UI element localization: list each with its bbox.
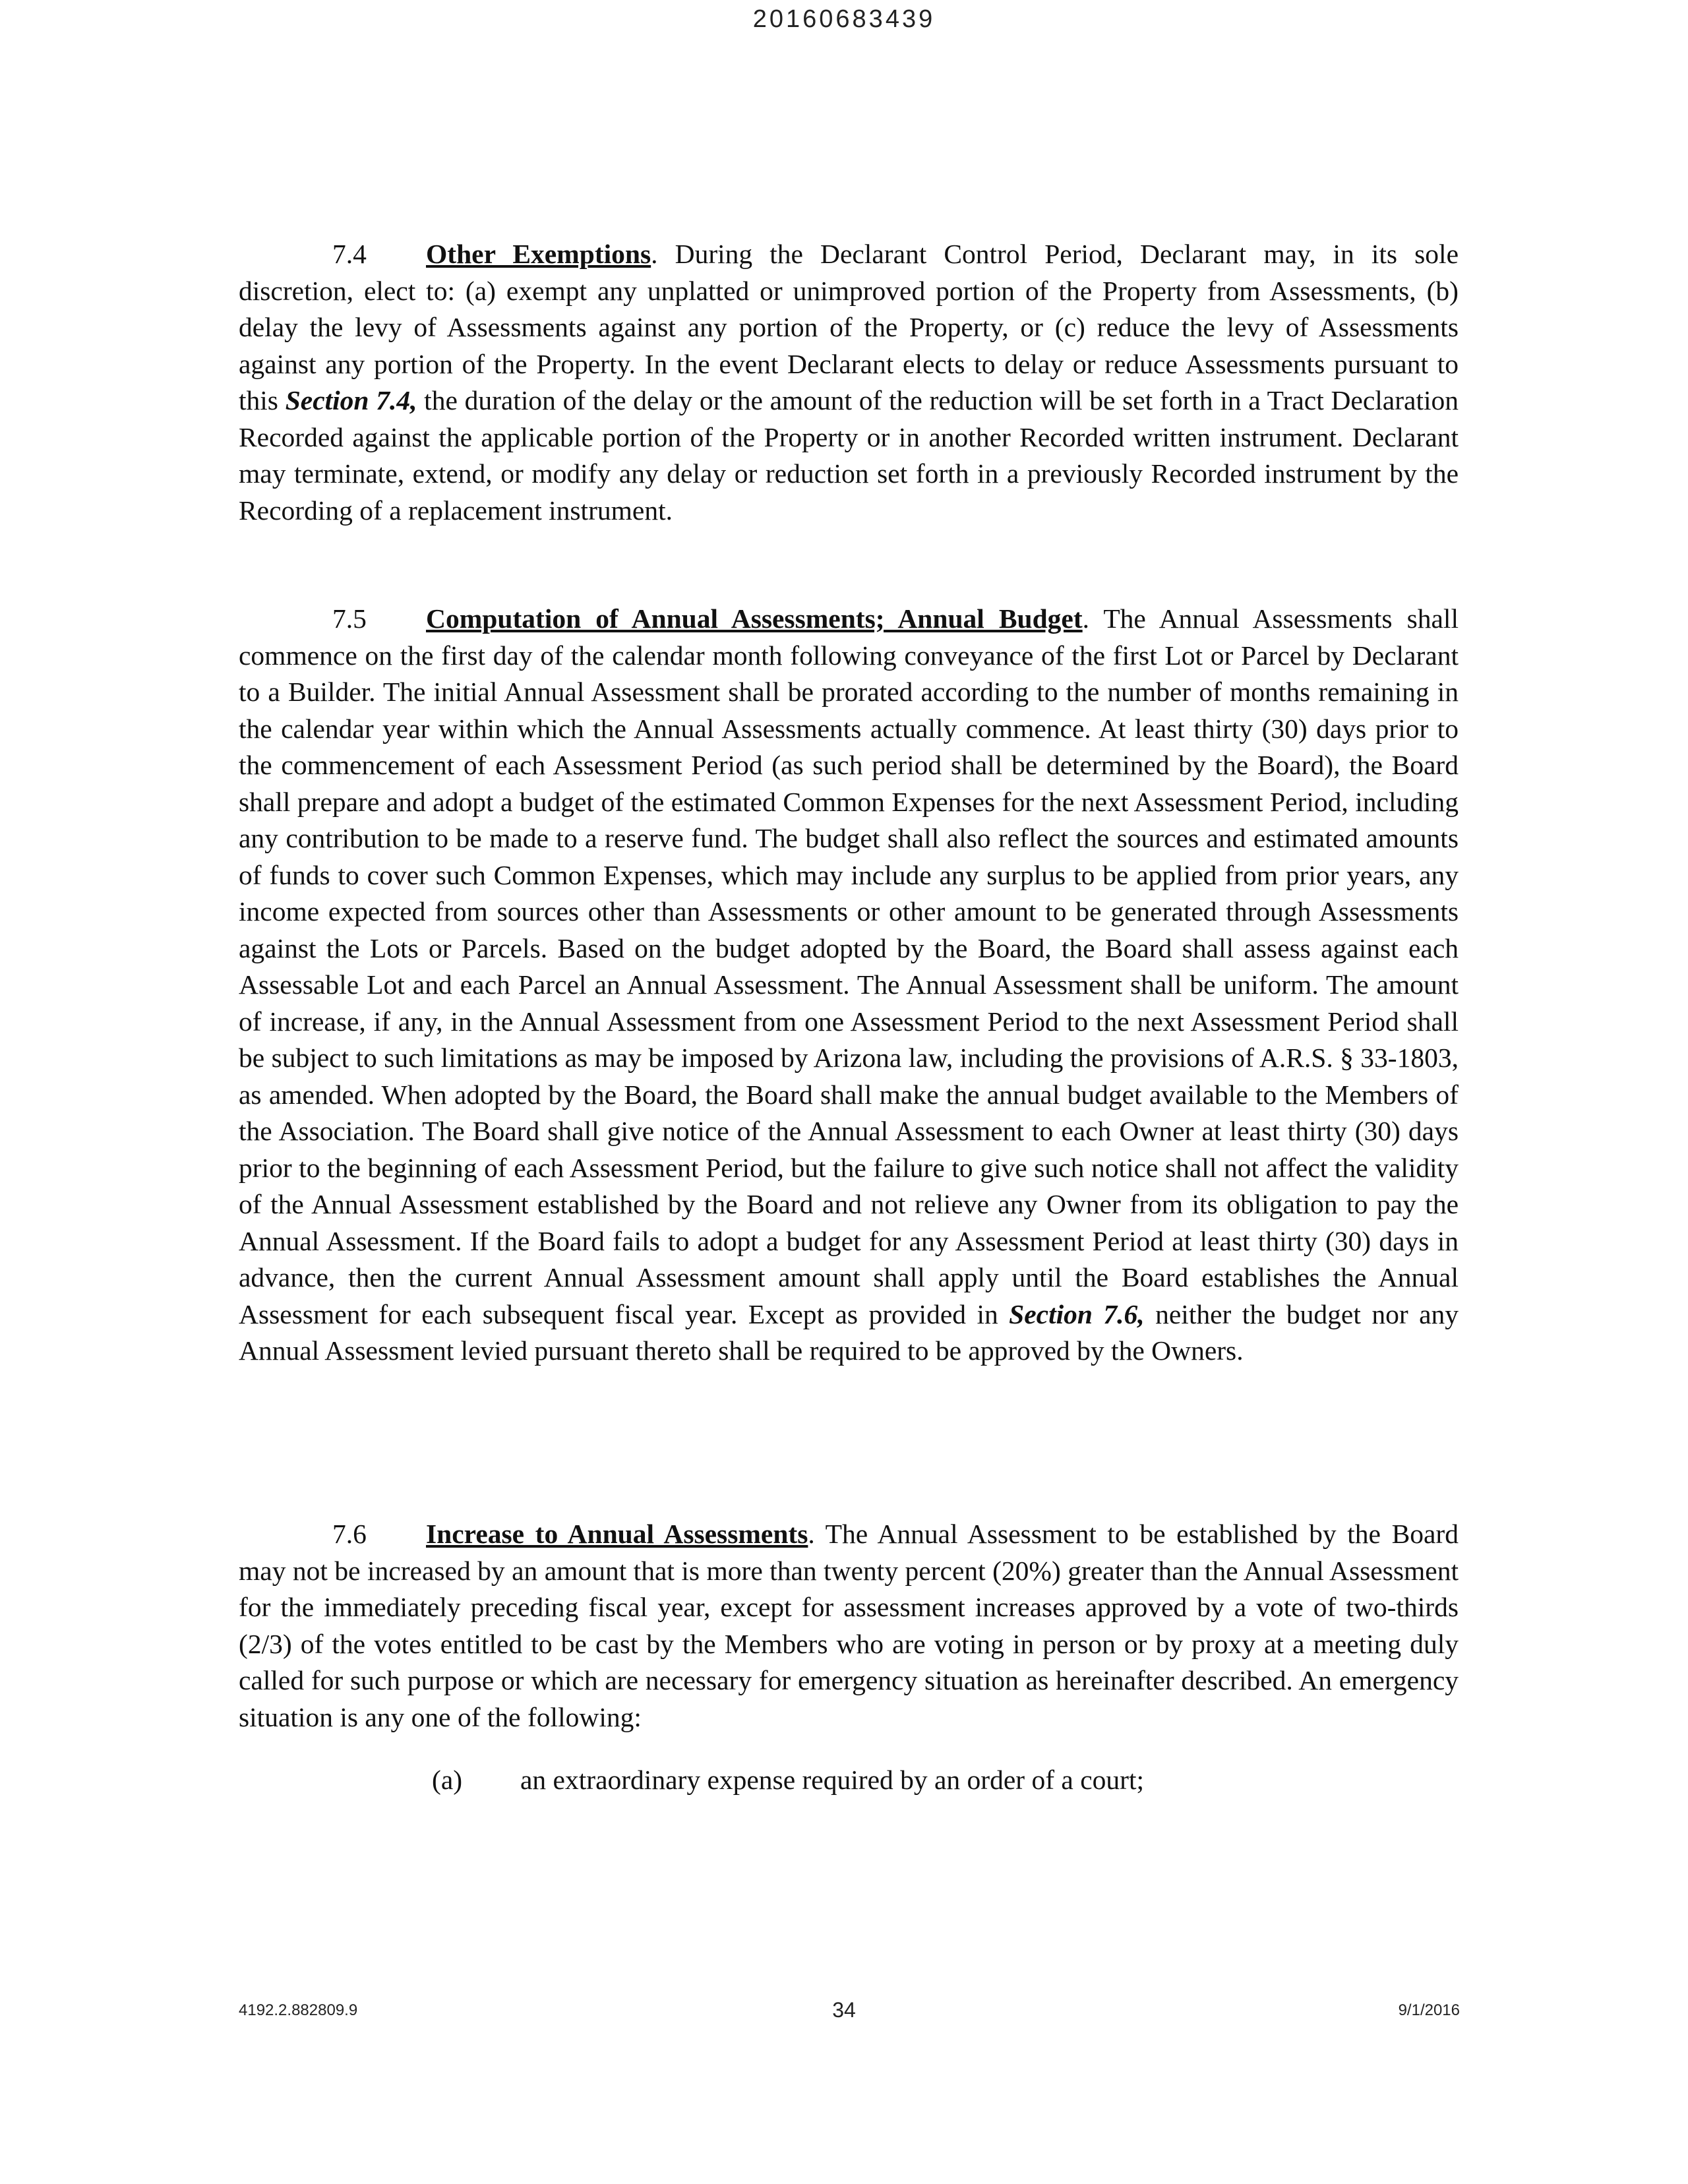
section-text: . During the Declarant Control Period, Declarant may, in its sole discretion, elect to: (a) exempt any unplatted or unimproved portion of the Property from Assessments, (b) delay the levy of Assessments against any portion of the Property, or (c) reduce the levy of Assessments against any portion of the Property. In the event Declarant elects to delay or reduce Assessments pursuant to this xyxy=(239,239,1459,415)
footer-document-id: 4192.2.882809.9 xyxy=(239,2001,358,2019)
section-reference: Section 7.4, xyxy=(285,385,417,415)
section-text: . The Annual Assessments shall commence on the first day of the calendar month following conveyance of the first Lot or Parcel by Declarant to a Builder. The initial Annual Assessment shall be prorated according to the number of months remaining in the calendar year within which the Annual Assessments actually commence. At least thirty (30) days prior to the commencement of each Assessment Period (as such period shall be determined by the Board), the Board shall prepare and adopt a budget of the estimated Common Expenses for the next Assessment Period, including any contribution to be made to a reserve fund. The budget shall also reflect the sources and estimated amounts of funds to cover such Common Expenses, which may include any surplus to be applied from prior years, any income expected from sources other than Assessments or other amount to be generated through Assessments against the Lots or Parcels. Based on the budget adopted by the Board, the Board shall assess against each Assessable Lot and each Parcel an Annual Assessment. The Annual Assessment shall be uniform. The amount of increase, if any, in the Annual Assessment from one Assessment Period to the next Assessment Period shall be subject to such limitations as may be imposed by Arizona law, including the provisions of A.R.S. § 33-1803, as amended. When adopted by the Board, the Board shall make the annual budget available to the Members of the Association. The Board shall give notice of the Annual Assessment to each Owner at least thirty (30) days prior to the beginning of each Assessment Period, but the failure to give such notice shall not affect the validity of the Annual Assessment established by the Board and not relieve any Owner from its obligation to pay the Annual Assessment. If the Board fails to adopt a budget for any Assessment Period at least thirty (30) days in advance, then the current Annual Assessment amount shall apply until the Board establishes the Annual Assessment for each subsequent fiscal year. Except as provided in xyxy=(239,603,1459,1329)
section-7-4 xyxy=(239,236,1459,529)
list-item-label: (a) xyxy=(432,1765,463,1795)
section-reference: Section 7.6, xyxy=(1009,1298,1145,1329)
section-number: 7.6 xyxy=(332,1519,367,1549)
section-heading: Increase to Annual Assessments xyxy=(426,1519,808,1549)
list-item xyxy=(432,1762,1144,1799)
footer-date: 9/1/2016 xyxy=(1398,2001,1460,2019)
section-number: 7.4 xyxy=(332,239,367,269)
section-text: neither the budget nor any Annual Assessment levied pursuant thereto shall be required to be approved by the Owners. xyxy=(239,1298,1459,1366)
footer-page-number: 34 xyxy=(832,1998,856,2022)
section-heading: Other Exemptions xyxy=(426,239,651,269)
section-paragraph xyxy=(239,601,1459,1370)
section-text: . The Annual Assessment to be established by the Board may not be increased by an amount that is more than twenty percent (20%) greater than the Annual Assessment for the immediately preceding fiscal year, except for assessment increases approved by a vote of two-thirds (2/3) of the votes entitled to be cast by the Members who are voting in person or by proxy at a meeting duly called for such purpose or which are necessary for emergency situation as hereinafter described. An emergency situation is any one of the following: xyxy=(239,1519,1459,1732)
list-item-text: an extraordinary expense required by an order of a court; xyxy=(520,1765,1145,1795)
section-7-5 xyxy=(239,601,1459,1370)
section-paragraph xyxy=(239,236,1459,529)
section-heading: Computation of Annual Assessments; Annual Budget xyxy=(426,603,1083,634)
document-number: 20160683439 xyxy=(752,5,936,33)
section-7-6 xyxy=(239,1516,1459,1736)
section-text: the duration of the delay or the amount of the reduction will be set forth in a Tract Declaration Recorded against the applicable portion of the Property or in another Recorded written instrument. Declarant may terminate, extend, or modify any delay or reduction set forth in a previously Recorded instrument by the Recording of a replacement instrument. xyxy=(239,385,1459,526)
section-number: 7.5 xyxy=(332,603,367,634)
section-paragraph xyxy=(239,1516,1459,1736)
